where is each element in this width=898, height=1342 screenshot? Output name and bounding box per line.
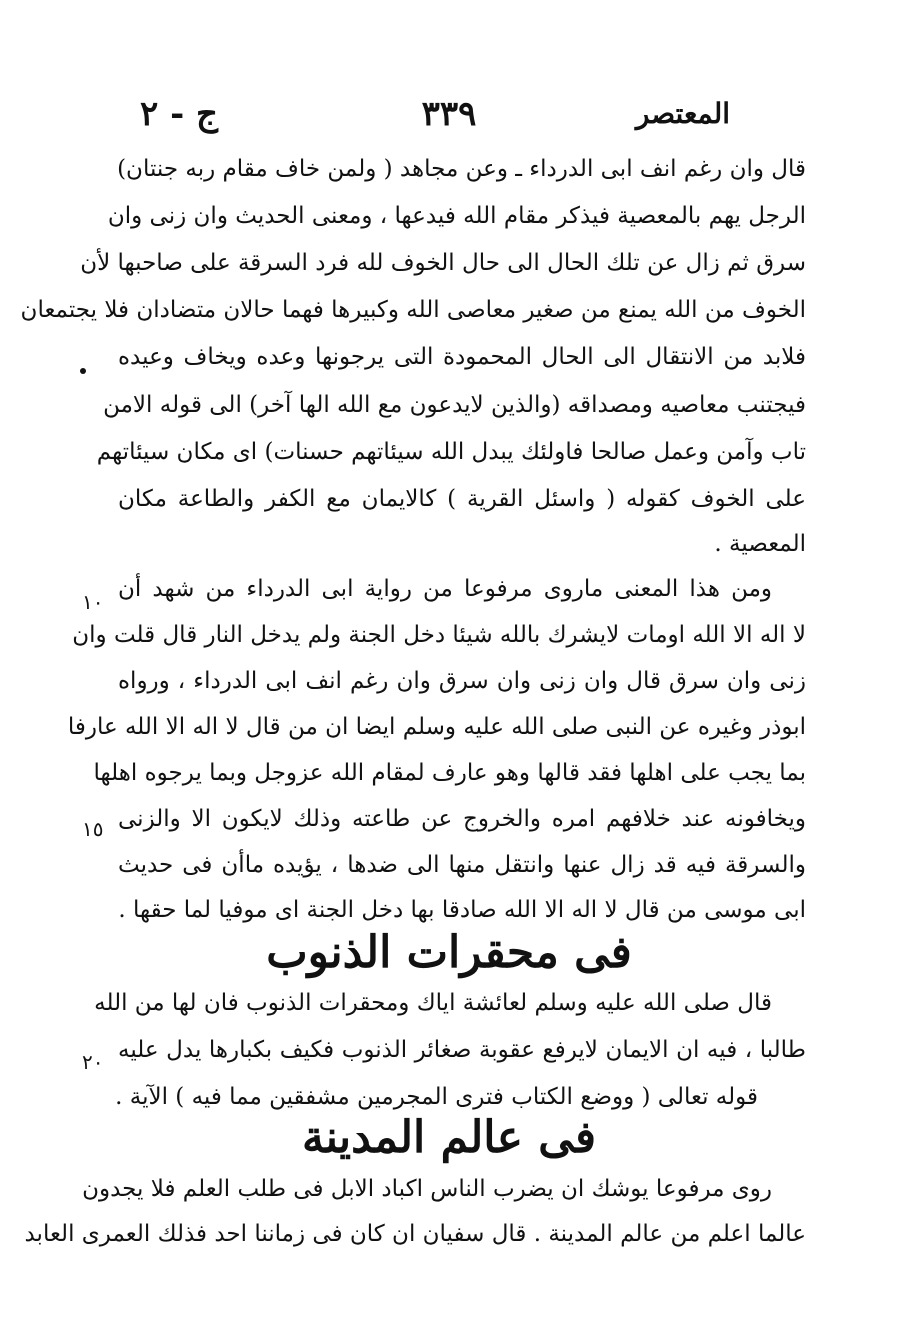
text-line: الرجل يهم بالمعصية فيذكر مقام الله فيدعها ، ومعنى الحديث وان زنى وان — [107, 203, 806, 229]
text-line: تاب وآمن وعمل صالحا فاولئك يبدل الله سيئاتهم حسنات) اى مكان سيئاتهم — [96, 439, 806, 465]
margin-line-number: ٢٠ — [82, 1050, 104, 1074]
text-line: ابى موسى من قال لا اله الا الله صادقا بها دخل الجنة اى موفيا لما حقها . — [118, 897, 806, 923]
text-line: قال صلى الله عليه وسلم لعائشة اياك ومحقرات الذنوب فان لها من الله — [94, 990, 772, 1016]
text-line: زنى وان سرق قال وان زنى وان سرق وان رغم انف ابى الدرداء ، ورواه — [118, 668, 806, 694]
text-line: بما يجب على اهلها فقد قالها وهو عارف لمقام الله عزوجل وبما يرجوه اهلها — [93, 760, 806, 786]
margin-line-number: ١٥ — [82, 817, 104, 841]
text-line: سرق ثم زال عن تلك الحال الى حال الخوف لله فرد السرقة على صاحبها لأن — [80, 250, 806, 276]
margin-dot — [80, 368, 86, 374]
text-line: فيجتنب معاصيه ومصداقه (والذين لايدعون مع الله الها آخر) الى قوله الامن — [103, 392, 806, 418]
text-line: على الخوف كقوله ( واسئل القرية ) كالايمان مع الكفر والطاعة مكان — [118, 486, 806, 512]
text-line: قال وان رغم انف ابى الدرداء ـ وعن مجاهد ( ولمن خاف مقام ربه جنتان) — [117, 156, 806, 182]
text-line: قوله تعالى ( ووضع الكتاب فترى المجرمين مشفقين مما فيه ) الآية . — [115, 1084, 758, 1110]
text-line: الخوف من الله يمنع من صغير معاصى الله وكبيرها فهما حالان متضادان فلا يجتمعان — [20, 297, 806, 323]
text-line: لا اله الا الله اومات لايشرك بالله شيئا دخل الجنة ولم يدخل النار قال قلت وان — [72, 622, 806, 648]
section-heading: فى محقرات الذنوب — [266, 927, 632, 978]
text-line: فلابد من الانتقال الى الحال المحمودة التى يرجونها وعده ويخاف وعيده — [118, 344, 806, 370]
section-heading: فى عالم المدينة — [302, 1112, 596, 1163]
text-line: المعصية . — [714, 531, 806, 557]
volume-label: ج - ٢ — [140, 94, 218, 134]
margin-line-number: ١٠ — [82, 590, 104, 614]
text-line: ابوذر وغيره عن النبى صلى الله عليه وسلم ايضا ان من قال لا اله الا الله عارفا — [67, 714, 806, 740]
text-line: ومن هذا المعنى ماروى مرفوعا من رواية ابى الدرداء من شهد أن — [118, 576, 772, 602]
text-line: ويخافونه عند خلافهم امره والخروج عن طاعته وذلك لايكون الا والزنى — [118, 806, 806, 832]
page-number: ٣٣٩ — [421, 94, 477, 134]
book-title: المعتصر — [635, 97, 730, 130]
text-line: روى مرفوعا يوشك ان يضرب الناس اكباد الابل فى طلب العلم فلا يجدون — [82, 1176, 772, 1202]
text-line: عالما اعلم من عالم المدينة . قال سفيان ان كان فى زماننا احد فذلك العمرى العابد — [24, 1221, 806, 1247]
text-line: طالبا ، فيه ان الايمان لايرفع عقوبة صغائر الذنوب فكيف بكبارها يدل عليه — [118, 1037, 806, 1063]
text-line: والسرقة فيه قد زال عنها وانتقل منها الى ضدها ، يؤيده ماأن فى حديث — [118, 852, 806, 878]
